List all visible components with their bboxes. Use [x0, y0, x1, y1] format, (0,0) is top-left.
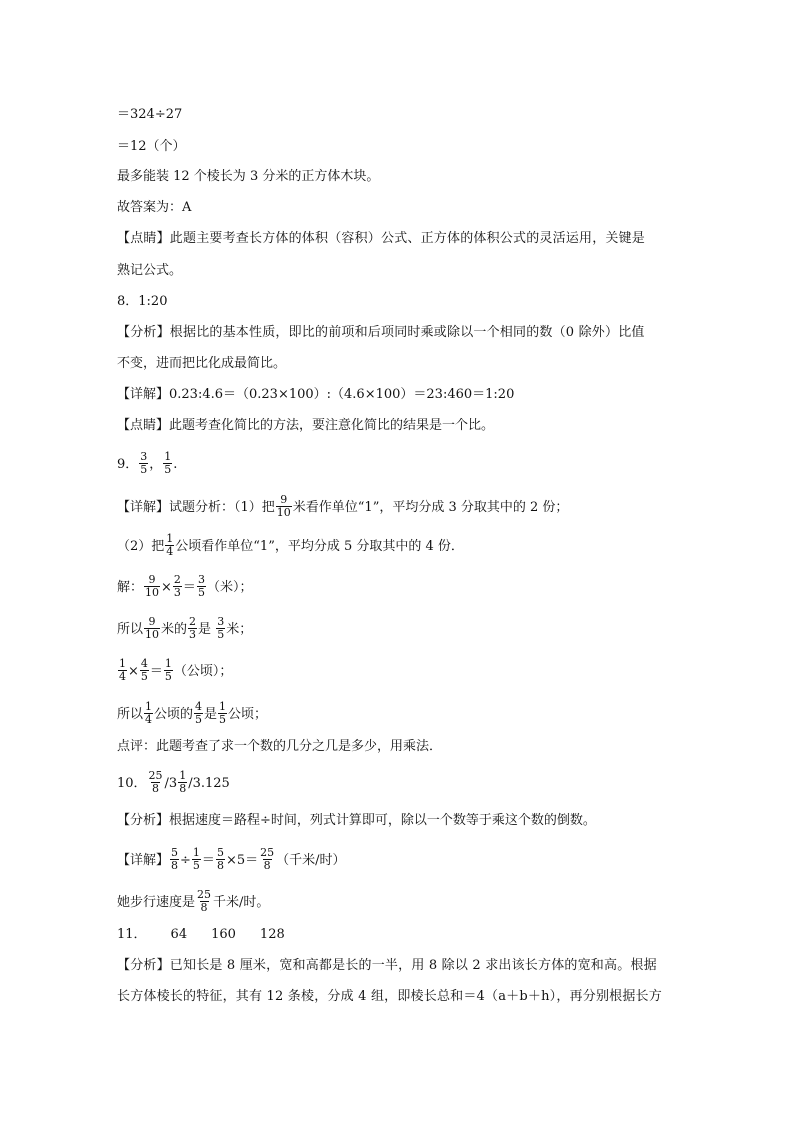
- text-line: 长方体棱长的特征，其有 12 条棱，分成 4 组，即棱长总和＝4（a＋b＋h），再分别根据长方: [117, 989, 662, 1004]
- fraction: $\frac{2}{3}$: [173, 573, 181, 599]
- text-line: 【点睛】此题主要考查长方体的体积（容积）公式、正方体的体积公式的灵活运用，关键是: [117, 231, 646, 246]
- fraction: $\frac{1}{5}$: [192, 846, 200, 872]
- fraction: $\frac{25}{8}$: [197, 888, 212, 914]
- text-line: 【详解】0.23:4.6＝（0.23×100）:（4.6×100）＝23:460＝1:20: [117, 387, 515, 402]
- text-line: 【分析】已知长是 8 厘米，宽和高都是长的一半，用 8 除以 2 求出该长方体的宽和高。根据: [117, 958, 657, 973]
- fraction: $\frac{4}{5}$: [195, 700, 203, 726]
- fraction: $\frac{5}{8}$: [216, 846, 224, 872]
- fraction: $\frac{1}{8}$: [179, 769, 187, 795]
- equation-line: $\frac{1}{4}$ × $\frac{4}{5}$ ＝ $\frac{1}{5}$ （公顷）；: [119, 657, 233, 683]
- fraction: $\frac{25}{8}$: [260, 846, 275, 872]
- text-line: 故答案为：A: [117, 200, 192, 215]
- fraction: $\frac{1}{4}$: [166, 532, 174, 558]
- fraction: $\frac{1}{4}$: [119, 657, 126, 683]
- fraction: $\frac{2}{3}$: [189, 615, 197, 641]
- fraction: $\frac{25}{8}$: [148, 769, 163, 795]
- text-line: 她步行速度是 $\frac{25}{8}$ 千米/时。: [117, 888, 270, 914]
- text-line: 最多能装 12 个棱长为 3 分米的正方体木块。: [117, 169, 380, 184]
- text-line: 熟记公式。: [117, 263, 183, 278]
- equation-line: 所以 $\frac{9}{10}$ 米的 $\frac{2}{3}$ 是 $\frac{3}{5}$ 米；: [117, 615, 253, 641]
- text-line: 【分析】根据比的基本性质，即比的前项和后项同时乘或除以一个相同的数（0 除外）比值: [117, 325, 645, 340]
- question-10-answer: 10． $\frac{25}{8}$ /3 $\frac{1}{8}$ /3.125: [117, 769, 230, 795]
- text-line: ＝324÷27: [117, 107, 183, 122]
- fraction: $\frac{3}{5}$: [217, 615, 225, 641]
- text-line: 【点睛】此题考查化简比的方法，要注意化简比的结果是一个比。: [117, 418, 495, 433]
- text-line: ＝12（个）: [117, 139, 186, 154]
- fraction: $\frac{9}{10}$: [145, 573, 160, 599]
- fraction: $\frac{1}{5}$: [219, 700, 227, 726]
- question-number: 8．1:20: [117, 294, 168, 309]
- text-line: 【详解】试题分析：（1）把 $\frac{9}{10}$ 米看作单位“1”，平均分成 3 分取其中的 2 份；: [117, 493, 569, 519]
- equation-line: 【详解】 $\frac{5}{8}$ ÷ $\frac{1}{5}$ ＝ $\frac{5}{8}$ ×5＝ $\frac{25}{8}$ （千米/时）: [117, 846, 346, 872]
- fraction: $\frac{3}{5}$: [140, 450, 148, 476]
- fraction: $\frac{1}{5}$: [164, 450, 172, 476]
- equation-line: 所以 $\frac{1}{4}$ 公顷的 $\frac{4}{5}$ 是 $\frac{1}{5}$ 公顷；: [117, 700, 268, 726]
- fraction: $\frac{1}{5}$: [164, 657, 172, 683]
- fraction: $\frac{4}{5}$: [140, 657, 148, 683]
- fraction: $\frac{9}{10}$: [145, 615, 160, 641]
- question-11-answer: 11． 64 160 128: [117, 927, 285, 942]
- fraction: $\frac{1}{4}$: [145, 700, 153, 726]
- fraction: $\frac{3}{5}$: [197, 573, 205, 599]
- text-line: 点评：此题考查了求一个数的几分之几是多少，用乘法．: [117, 739, 443, 754]
- text-line: （2）把 $\frac{1}{4}$ 公顷看作单位“1”，平均分成 5 分取其中的 4 份．: [117, 532, 464, 558]
- fraction: $\frac{9}{10}$: [276, 493, 291, 519]
- text-line: 【分析】根据速度＝路程÷时间，列式计算即可，除以一个数等于乘这个数的倒数。: [117, 813, 596, 828]
- equation-line: 解： $\frac{9}{10}$ × $\frac{2}{3}$ ＝ $\frac{3}{5}$ （米）；: [117, 573, 253, 599]
- fraction: $\frac{5}{8}$: [171, 846, 179, 872]
- text-line: 不变，进而把比化成最简比。: [117, 356, 287, 371]
- question-9-answer: 9． $\frac{3}{5}$ ， $\frac{1}{5}$ .: [117, 450, 178, 476]
